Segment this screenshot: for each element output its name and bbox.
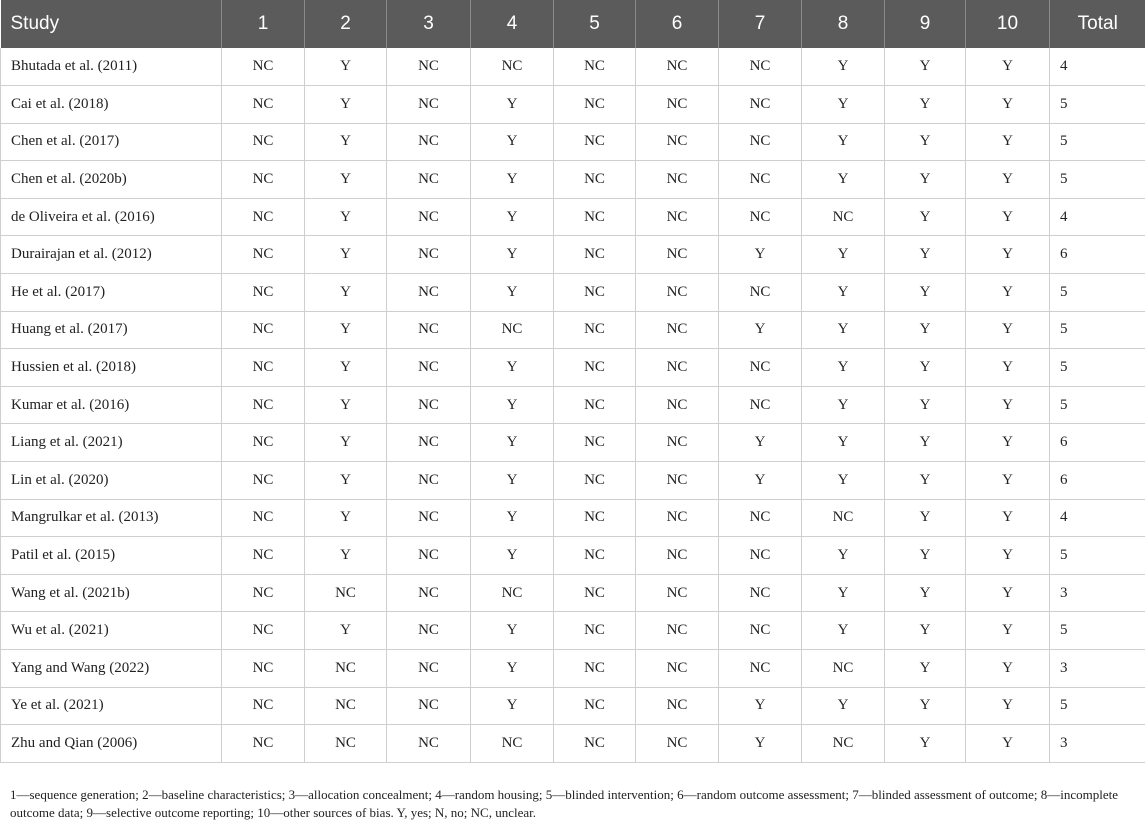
criterion-2-cell: Y <box>305 161 387 199</box>
criterion-7-cell: Y <box>719 236 802 274</box>
criterion-9-cell: Y <box>885 123 966 161</box>
criterion-2-cell: Y <box>305 48 387 86</box>
criterion-8-cell: Y <box>802 274 885 312</box>
criterion-6-cell: NC <box>636 86 719 124</box>
criterion-4-cell: Y <box>471 86 554 124</box>
study-name-cell: Yang and Wang (2022) <box>1 650 222 688</box>
criterion-3-cell: NC <box>387 386 471 424</box>
criterion-8-cell: Y <box>802 349 885 387</box>
criterion-4-cell: Y <box>471 123 554 161</box>
total-cell: 5 <box>1050 123 1145 161</box>
criterion-5-cell: NC <box>554 687 636 725</box>
criterion-7-cell: NC <box>719 161 802 199</box>
table-row <box>1 48 1145 86</box>
column-header-1: 1 <box>222 0 305 48</box>
criterion-3-cell: NC <box>387 198 471 236</box>
header-row <box>1 0 1145 48</box>
criterion-10-cell: Y <box>966 311 1050 349</box>
criterion-5-cell: NC <box>554 386 636 424</box>
criterion-8-cell: Y <box>802 311 885 349</box>
criterion-2-cell: Y <box>305 386 387 424</box>
criterion-5-cell: NC <box>554 123 636 161</box>
criterion-5-cell: NC <box>554 161 636 199</box>
criterion-6-cell: NC <box>636 161 719 199</box>
criterion-3-cell: NC <box>387 462 471 500</box>
criterion-6-cell: NC <box>636 499 719 537</box>
total-cell: 5 <box>1050 86 1145 124</box>
criterion-6-cell: NC <box>636 198 719 236</box>
column-header-study: Study <box>1 0 222 48</box>
criterion-10-cell: Y <box>966 462 1050 500</box>
criterion-1-cell: NC <box>222 424 305 462</box>
criterion-6-cell: NC <box>636 424 719 462</box>
table-row <box>1 687 1145 725</box>
criterion-10-cell: Y <box>966 48 1050 86</box>
criterion-8-cell: Y <box>802 123 885 161</box>
total-cell: 6 <box>1050 236 1145 274</box>
criterion-1-cell: NC <box>222 349 305 387</box>
table-footnote: 1—sequence generation; 2—baseline characteristics; 3—allocation concealment; 4—random housing; 5—blinded intervention; 6—random outcome assessment; 7—blinded assessment of outcome; 8—incomplete outcome data; 9—selective outcome reporting; 10—other sources of bias. Y, yes; N, no; NC, unclear. <box>10 787 1118 820</box>
criterion-1-cell: NC <box>222 612 305 650</box>
criterion-3-cell: NC <box>387 161 471 199</box>
criterion-8-cell: Y <box>802 574 885 612</box>
criterion-3-cell: NC <box>387 424 471 462</box>
table-row <box>1 612 1145 650</box>
criterion-9-cell: Y <box>885 161 966 199</box>
criterion-2-cell: NC <box>305 574 387 612</box>
total-cell: 3 <box>1050 650 1145 688</box>
study-name-cell: Cai et al. (2018) <box>1 86 222 124</box>
study-name-cell: Bhutada et al. (2011) <box>1 48 222 86</box>
criterion-10-cell: Y <box>966 236 1050 274</box>
criterion-1-cell: NC <box>222 311 305 349</box>
criterion-4-cell: Y <box>471 424 554 462</box>
criterion-4-cell: Y <box>471 537 554 575</box>
criterion-9-cell: Y <box>885 612 966 650</box>
criterion-4-cell: Y <box>471 462 554 500</box>
criterion-8-cell: NC <box>802 499 885 537</box>
column-header-4: 4 <box>471 0 554 48</box>
criterion-7-cell: NC <box>719 198 802 236</box>
criterion-3-cell: NC <box>387 537 471 575</box>
criterion-9-cell: Y <box>885 537 966 575</box>
criterion-9-cell: Y <box>885 86 966 124</box>
criterion-2-cell: Y <box>305 86 387 124</box>
column-header-9: 9 <box>885 0 966 48</box>
table-row <box>1 236 1145 274</box>
criterion-9-cell: Y <box>885 499 966 537</box>
criterion-5-cell: NC <box>554 236 636 274</box>
criterion-2-cell: NC <box>305 687 387 725</box>
criterion-8-cell: Y <box>802 236 885 274</box>
criterion-1-cell: NC <box>222 48 305 86</box>
column-header-5: 5 <box>554 0 636 48</box>
criterion-5-cell: NC <box>554 86 636 124</box>
criterion-6-cell: NC <box>636 236 719 274</box>
criterion-10-cell: Y <box>966 725 1050 763</box>
total-cell: 5 <box>1050 349 1145 387</box>
total-cell: 6 <box>1050 424 1145 462</box>
table-row <box>1 537 1145 575</box>
criterion-5-cell: NC <box>554 48 636 86</box>
criterion-8-cell: NC <box>802 650 885 688</box>
criterion-5-cell: NC <box>554 725 636 763</box>
criterion-7-cell: NC <box>719 499 802 537</box>
criterion-2-cell: Y <box>305 236 387 274</box>
criterion-3-cell: NC <box>387 499 471 537</box>
criterion-7-cell: NC <box>719 349 802 387</box>
criterion-10-cell: Y <box>966 424 1050 462</box>
criterion-1-cell: NC <box>222 499 305 537</box>
criterion-1-cell: NC <box>222 386 305 424</box>
criterion-2-cell: Y <box>305 462 387 500</box>
criterion-3-cell: NC <box>387 274 471 312</box>
criterion-9-cell: Y <box>885 349 966 387</box>
criterion-8-cell: Y <box>802 386 885 424</box>
criterion-6-cell: NC <box>636 462 719 500</box>
criterion-2-cell: NC <box>305 650 387 688</box>
criterion-2-cell: Y <box>305 349 387 387</box>
criterion-5-cell: NC <box>554 198 636 236</box>
criterion-9-cell: Y <box>885 574 966 612</box>
column-header-8: 8 <box>802 0 885 48</box>
total-cell: 3 <box>1050 574 1145 612</box>
criterion-9-cell: Y <box>885 311 966 349</box>
table-row <box>1 86 1145 124</box>
study-name-cell: Liang et al. (2021) <box>1 424 222 462</box>
criterion-9-cell: Y <box>885 236 966 274</box>
criterion-8-cell: Y <box>802 424 885 462</box>
criterion-9-cell: Y <box>885 198 966 236</box>
criterion-7-cell: NC <box>719 386 802 424</box>
study-name-cell: Wang et al. (2021b) <box>1 574 222 612</box>
column-header-10: 10 <box>966 0 1050 48</box>
criterion-6-cell: NC <box>636 48 719 86</box>
column-header-6: 6 <box>636 0 719 48</box>
criterion-1-cell: NC <box>222 198 305 236</box>
criterion-1-cell: NC <box>222 86 305 124</box>
criterion-4-cell: Y <box>471 236 554 274</box>
study-name-cell: Lin et al. (2020) <box>1 462 222 500</box>
table-row <box>1 123 1145 161</box>
criterion-10-cell: Y <box>966 198 1050 236</box>
total-cell: 4 <box>1050 48 1145 86</box>
criterion-8-cell: Y <box>802 48 885 86</box>
criterion-9-cell: Y <box>885 386 966 424</box>
criterion-9-cell: Y <box>885 274 966 312</box>
criterion-6-cell: NC <box>636 687 719 725</box>
total-cell: 5 <box>1050 161 1145 199</box>
table-row <box>1 386 1145 424</box>
criterion-4-cell: NC <box>471 574 554 612</box>
criterion-5-cell: NC <box>554 462 636 500</box>
criterion-5-cell: NC <box>554 537 636 575</box>
criterion-2-cell: Y <box>305 424 387 462</box>
total-cell: 5 <box>1050 687 1145 725</box>
criterion-5-cell: NC <box>554 650 636 688</box>
criterion-7-cell: Y <box>719 462 802 500</box>
criterion-4-cell: NC <box>471 725 554 763</box>
criterion-4-cell: Y <box>471 274 554 312</box>
criterion-1-cell: NC <box>222 123 305 161</box>
study-name-cell: Huang et al. (2017) <box>1 311 222 349</box>
study-name-cell: Durairajan et al. (2012) <box>1 236 222 274</box>
criterion-8-cell: Y <box>802 612 885 650</box>
criterion-4-cell: Y <box>471 349 554 387</box>
criterion-10-cell: Y <box>966 499 1050 537</box>
criterion-5-cell: NC <box>554 574 636 612</box>
criterion-2-cell: Y <box>305 612 387 650</box>
criterion-6-cell: NC <box>636 612 719 650</box>
criterion-7-cell: NC <box>719 612 802 650</box>
table-row <box>1 349 1145 387</box>
criterion-7-cell: Y <box>719 687 802 725</box>
criterion-4-cell: NC <box>471 311 554 349</box>
criterion-7-cell: NC <box>719 574 802 612</box>
criterion-6-cell: NC <box>636 274 719 312</box>
criterion-7-cell: NC <box>719 48 802 86</box>
criterion-4-cell: Y <box>471 198 554 236</box>
total-cell: 5 <box>1050 612 1145 650</box>
criterion-1-cell: NC <box>222 725 305 763</box>
criterion-2-cell: Y <box>305 274 387 312</box>
criterion-7-cell: NC <box>719 86 802 124</box>
table-row <box>1 161 1145 199</box>
criterion-5-cell: NC <box>554 612 636 650</box>
criterion-6-cell: NC <box>636 537 719 575</box>
criterion-3-cell: NC <box>387 236 471 274</box>
study-name-cell: Chen et al. (2020b) <box>1 161 222 199</box>
criterion-2-cell: Y <box>305 198 387 236</box>
criterion-1-cell: NC <box>222 650 305 688</box>
criterion-2-cell: Y <box>305 537 387 575</box>
criterion-10-cell: Y <box>966 687 1050 725</box>
total-cell: 5 <box>1050 386 1145 424</box>
criterion-6-cell: NC <box>636 311 719 349</box>
criterion-10-cell: Y <box>966 650 1050 688</box>
criterion-3-cell: NC <box>387 574 471 612</box>
criterion-1-cell: NC <box>222 537 305 575</box>
criterion-7-cell: NC <box>719 123 802 161</box>
criterion-4-cell: Y <box>471 499 554 537</box>
criterion-10-cell: Y <box>966 612 1050 650</box>
criterion-10-cell: Y <box>966 537 1050 575</box>
criterion-6-cell: NC <box>636 650 719 688</box>
criterion-4-cell: Y <box>471 687 554 725</box>
criterion-3-cell: NC <box>387 725 471 763</box>
criterion-5-cell: NC <box>554 424 636 462</box>
criterion-6-cell: NC <box>636 574 719 612</box>
table-row <box>1 424 1145 462</box>
criterion-10-cell: Y <box>966 349 1050 387</box>
criterion-1-cell: NC <box>222 462 305 500</box>
criterion-9-cell: Y <box>885 424 966 462</box>
criterion-3-cell: NC <box>387 123 471 161</box>
total-cell: 5 <box>1050 311 1145 349</box>
table-row <box>1 274 1145 312</box>
criterion-9-cell: Y <box>885 462 966 500</box>
criterion-9-cell: Y <box>885 48 966 86</box>
table-row <box>1 462 1145 500</box>
criterion-7-cell: NC <box>719 537 802 575</box>
study-name-cell: de Oliveira et al. (2016) <box>1 198 222 236</box>
criterion-9-cell: Y <box>885 725 966 763</box>
criterion-3-cell: NC <box>387 48 471 86</box>
study-name-cell: Patil et al. (2015) <box>1 537 222 575</box>
table-row <box>1 725 1145 763</box>
study-name-cell: Wu et al. (2021) <box>1 612 222 650</box>
criterion-6-cell: NC <box>636 349 719 387</box>
column-header-total: Total <box>1050 0 1145 48</box>
criterion-4-cell: NC <box>471 48 554 86</box>
criterion-1-cell: NC <box>222 687 305 725</box>
criterion-8-cell: NC <box>802 198 885 236</box>
criterion-6-cell: NC <box>636 386 719 424</box>
criterion-4-cell: Y <box>471 386 554 424</box>
criterion-8-cell: Y <box>802 462 885 500</box>
column-header-2: 2 <box>305 0 387 48</box>
study-name-cell: Hussien et al. (2018) <box>1 349 222 387</box>
criterion-9-cell: Y <box>885 687 966 725</box>
criterion-1-cell: NC <box>222 574 305 612</box>
criterion-3-cell: NC <box>387 650 471 688</box>
column-header-3: 3 <box>387 0 471 48</box>
table-row <box>1 311 1145 349</box>
criterion-4-cell: Y <box>471 161 554 199</box>
criterion-2-cell: Y <box>305 499 387 537</box>
column-header-7: 7 <box>719 0 802 48</box>
criterion-5-cell: NC <box>554 274 636 312</box>
study-name-cell: Kumar et al. (2016) <box>1 386 222 424</box>
total-cell: 4 <box>1050 499 1145 537</box>
total-cell: 5 <box>1050 274 1145 312</box>
criterion-6-cell: NC <box>636 123 719 161</box>
criterion-1-cell: NC <box>222 274 305 312</box>
criterion-8-cell: Y <box>802 161 885 199</box>
study-name-cell: He et al. (2017) <box>1 274 222 312</box>
criterion-8-cell: NC <box>802 725 885 763</box>
criterion-3-cell: NC <box>387 612 471 650</box>
study-name-cell: Ye et al. (2021) <box>1 687 222 725</box>
criterion-5-cell: NC <box>554 311 636 349</box>
study-name-cell: Mangrulkar et al. (2013) <box>1 499 222 537</box>
criterion-8-cell: Y <box>802 687 885 725</box>
criterion-7-cell: NC <box>719 274 802 312</box>
criterion-2-cell: Y <box>305 123 387 161</box>
criterion-1-cell: NC <box>222 161 305 199</box>
criterion-3-cell: NC <box>387 311 471 349</box>
criterion-4-cell: Y <box>471 650 554 688</box>
table-row <box>1 198 1145 236</box>
criterion-3-cell: NC <box>387 687 471 725</box>
criterion-8-cell: Y <box>802 86 885 124</box>
table-body <box>1 48 1145 762</box>
total-cell: 6 <box>1050 462 1145 500</box>
criterion-7-cell: NC <box>719 650 802 688</box>
criterion-7-cell: Y <box>719 424 802 462</box>
criterion-7-cell: Y <box>719 311 802 349</box>
criterion-10-cell: Y <box>966 274 1050 312</box>
total-cell: 4 <box>1050 198 1145 236</box>
criterion-10-cell: Y <box>966 161 1050 199</box>
criterion-5-cell: NC <box>554 499 636 537</box>
total-cell: 5 <box>1050 537 1145 575</box>
table-row <box>1 499 1145 537</box>
criterion-6-cell: NC <box>636 725 719 763</box>
criterion-1-cell: NC <box>222 236 305 274</box>
criterion-3-cell: NC <box>387 349 471 387</box>
table-row <box>1 574 1145 612</box>
criterion-9-cell: Y <box>885 650 966 688</box>
study-name-cell: Zhu and Qian (2006) <box>1 725 222 763</box>
criterion-5-cell: NC <box>554 349 636 387</box>
study-name-cell: Chen et al. (2017) <box>1 123 222 161</box>
table-row <box>1 650 1145 688</box>
criterion-8-cell: Y <box>802 537 885 575</box>
criterion-7-cell: Y <box>719 725 802 763</box>
criterion-10-cell: Y <box>966 574 1050 612</box>
criterion-2-cell: Y <box>305 311 387 349</box>
criterion-3-cell: NC <box>387 86 471 124</box>
criterion-2-cell: NC <box>305 725 387 763</box>
criterion-10-cell: Y <box>966 386 1050 424</box>
criterion-10-cell: Y <box>966 86 1050 124</box>
criterion-4-cell: Y <box>471 612 554 650</box>
total-cell: 3 <box>1050 725 1145 763</box>
criterion-10-cell: Y <box>966 123 1050 161</box>
